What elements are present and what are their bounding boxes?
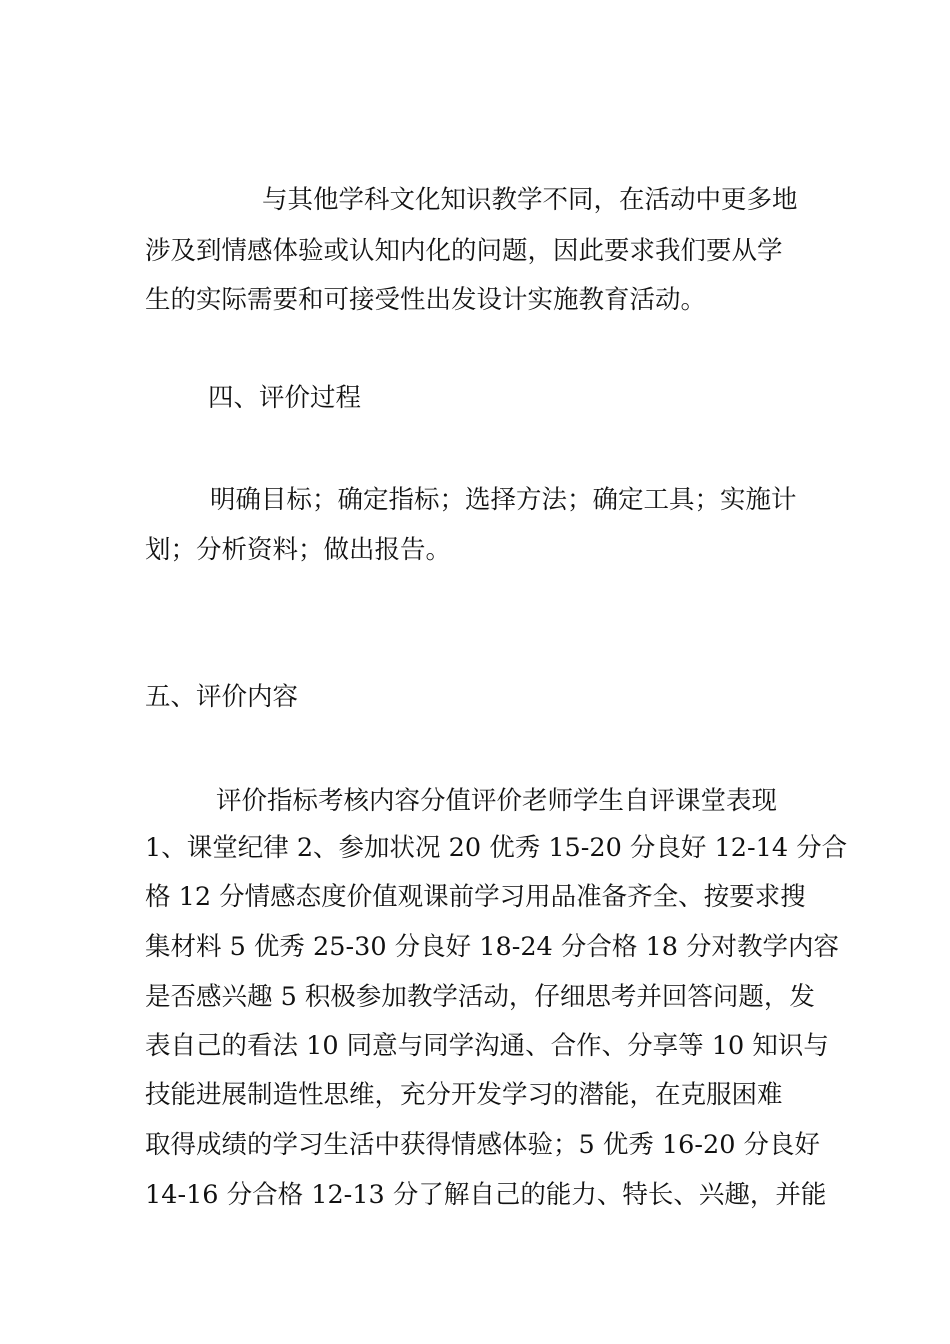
paragraph-line: 1、课堂纪律 2、参加状况 20 优秀 15-20 分良好 12-14 分合 xyxy=(145,833,848,863)
paragraph-line: 集材料 5 优秀 25-30 分良好 18-24 分合格 18 分对教学内容 xyxy=(145,932,840,962)
paragraph-line: 涉及到情感体验或认知内化的问题，因此要求我们要从学 xyxy=(145,236,783,266)
paragraph-line: 是否感兴趣 5 积极参加教学活动，仔细思考并回答问题，发 xyxy=(145,982,815,1012)
paragraph-line: 明确目标；确定指标；选择方法；确定工具；实施计 xyxy=(210,485,797,515)
paragraph-line: 表自己的看法 10 同意与同学沟通、合作、分享等 10 知识与 xyxy=(145,1031,829,1061)
paragraph-line: 评价指标考核内容分值评价老师学生自评课堂表现 xyxy=(216,786,778,816)
paragraph-line: 14-16 分合格 12-13 分了解自己的能力、特长、兴趣，并能 xyxy=(145,1180,827,1210)
paragraph-line: 划；分析资料；做出报告。 xyxy=(145,535,452,565)
paragraph-line: 取得成绩的学习生活中获得情感体验；5 优秀 16-20 分良好 xyxy=(145,1130,821,1160)
paragraph-line: 与其他学科文化知识教学不同，在活动中更多地 xyxy=(262,185,798,215)
section-heading: 五、评价内容 xyxy=(145,682,299,712)
paragraph-line: 格 12 分情感态度价值观课前学习用品准备齐全、按要求搜 xyxy=(145,882,806,912)
section-heading: 四、评价过程 xyxy=(208,383,362,413)
paragraph-line: 生的实际需要和可接受性出发设计实施教育活动。 xyxy=(145,285,707,315)
paragraph-line: 技能进展制造性思维，充分开发学习的潜能，在克服困难 xyxy=(145,1080,783,1110)
